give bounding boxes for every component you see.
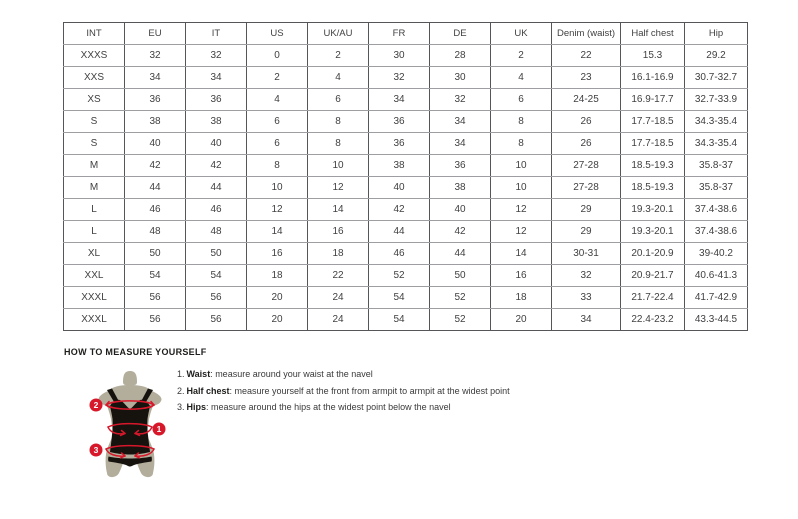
table-cell: 30 xyxy=(369,45,430,67)
table-row xyxy=(64,287,748,309)
table-cell: 42 xyxy=(430,221,491,243)
table-cell: 0 xyxy=(247,45,308,67)
table-cell: 22.4-23.2 xyxy=(621,309,685,331)
table-cell: 56 xyxy=(125,309,186,331)
table-cell: 34.3-35.4 xyxy=(685,111,748,133)
table-cell: 30 xyxy=(430,67,491,89)
table-cell: 46 xyxy=(186,199,247,221)
measure-step-half-chest xyxy=(177,387,510,397)
table-cell: 34 xyxy=(430,133,491,155)
table-cell: 36 xyxy=(430,155,491,177)
marker-3-number: 3 xyxy=(93,445,99,455)
table-cell: 20 xyxy=(247,287,308,309)
table-cell: 35.8-37 xyxy=(685,177,748,199)
table-row xyxy=(64,199,748,221)
table-cell: 16 xyxy=(308,221,369,243)
table-cell: 19.3-20.1 xyxy=(621,221,685,243)
table-cell: 2 xyxy=(308,45,369,67)
table-cell: 37.4-38.6 xyxy=(685,199,748,221)
table-cell: 8 xyxy=(491,133,552,155)
table-cell: 32 xyxy=(125,45,186,67)
table-cell: 10 xyxy=(491,177,552,199)
table-cell: M xyxy=(64,177,125,199)
table-cell: 44 xyxy=(125,177,186,199)
measure-section-heading: HOW TO MEASURE YOURSELF xyxy=(64,347,207,357)
step-text: : measure around your waist at the navel xyxy=(210,369,373,379)
table-cell: 56 xyxy=(186,287,247,309)
measure-step-waist xyxy=(177,370,510,380)
table-cell: 54 xyxy=(125,265,186,287)
table-cell: 37.4-38.6 xyxy=(685,221,748,243)
column-header: Hip xyxy=(685,23,748,45)
table-cell: 10 xyxy=(308,155,369,177)
table-cell: 40.6-41.3 xyxy=(685,265,748,287)
table-cell: 15.3 xyxy=(621,45,685,67)
measure-instructions xyxy=(177,370,510,420)
table-cell: XS xyxy=(64,89,125,111)
table-cell: 36 xyxy=(186,89,247,111)
table-cell: XXXL xyxy=(64,287,125,309)
table-cell: 40 xyxy=(430,199,491,221)
table-cell: 29 xyxy=(552,199,621,221)
table-cell: 52 xyxy=(430,287,491,309)
table-cell: 46 xyxy=(125,199,186,221)
table-cell: 52 xyxy=(430,309,491,331)
table-cell: 8 xyxy=(308,133,369,155)
table-cell: 2 xyxy=(491,45,552,67)
table-cell: 39-40.2 xyxy=(685,243,748,265)
table-cell: 34.3-35.4 xyxy=(685,133,748,155)
table-cell: 6 xyxy=(247,133,308,155)
table-cell: 20 xyxy=(491,309,552,331)
marker-2-number: 2 xyxy=(93,400,99,410)
table-cell: 28 xyxy=(430,45,491,67)
table-cell: 6 xyxy=(247,111,308,133)
step-label: Half chest xyxy=(186,385,230,396)
table-cell: 54 xyxy=(369,309,430,331)
table-cell: 32 xyxy=(186,45,247,67)
table-cell: 42 xyxy=(186,155,247,177)
table-cell: 38 xyxy=(369,155,430,177)
table-cell: 34 xyxy=(125,67,186,89)
step-text: : measure yourself at the front from armpit to armpit at the widest point xyxy=(229,385,510,396)
table-cell: 33 xyxy=(552,287,621,309)
column-header: UK xyxy=(491,23,552,45)
table-cell: 42 xyxy=(369,199,430,221)
table-cell: 4 xyxy=(247,89,308,111)
table-cell: 16.1-16.9 xyxy=(621,67,685,89)
table-cell: 4 xyxy=(308,67,369,89)
table-cell: 8 xyxy=(247,155,308,177)
table-cell: 16 xyxy=(247,243,308,265)
column-header: INT xyxy=(64,23,125,45)
table-row xyxy=(64,155,748,177)
table-cell: 2 xyxy=(247,67,308,89)
table-cell: 8 xyxy=(491,111,552,133)
table-row xyxy=(64,243,748,265)
table-cell: 29 xyxy=(552,221,621,243)
table-cell: S xyxy=(64,133,125,155)
table-cell: 30-31 xyxy=(552,243,621,265)
table-cell: 52 xyxy=(369,265,430,287)
table-cell: 32 xyxy=(369,67,430,89)
table-cell: 44 xyxy=(430,243,491,265)
step-text: : measure around the hips at the widest point below the navel xyxy=(206,402,451,412)
marker-1-number: 1 xyxy=(156,424,162,434)
column-header: UK/AU xyxy=(308,23,369,45)
table-cell: 16.9-17.7 xyxy=(621,89,685,111)
table-cell: 22 xyxy=(552,45,621,67)
table-cell: 17.7-18.5 xyxy=(621,133,685,155)
table-cell: 38 xyxy=(125,111,186,133)
table-cell: XXS xyxy=(64,67,125,89)
table-cell: 56 xyxy=(125,287,186,309)
table-cell: 38 xyxy=(186,111,247,133)
column-header: IT xyxy=(186,23,247,45)
table-cell: 50 xyxy=(186,243,247,265)
table-cell: XXXS xyxy=(64,45,125,67)
table-cell: 16 xyxy=(491,265,552,287)
table-cell: XXXL xyxy=(64,309,125,331)
table-cell: 12 xyxy=(247,199,308,221)
table-cell: 18.5-19.3 xyxy=(621,155,685,177)
column-header: US xyxy=(247,23,308,45)
table-row xyxy=(64,111,748,133)
table-cell: 18 xyxy=(247,265,308,287)
table-cell: 34 xyxy=(552,309,621,331)
table-cell: 34 xyxy=(369,89,430,111)
table-cell: 29.2 xyxy=(685,45,748,67)
table-cell: 27-28 xyxy=(552,155,621,177)
table-cell: 23 xyxy=(552,67,621,89)
table-cell: 18.5-19.3 xyxy=(621,177,685,199)
table-cell: 30.7-32.7 xyxy=(685,67,748,89)
table-row xyxy=(64,67,748,89)
table-cell: 46 xyxy=(369,243,430,265)
table-row xyxy=(64,45,748,67)
table-cell: 48 xyxy=(186,221,247,243)
table-cell: 20 xyxy=(247,309,308,331)
table-cell: 6 xyxy=(491,89,552,111)
measure-step-hips xyxy=(177,403,510,413)
table-cell: 26 xyxy=(552,133,621,155)
table-cell: 54 xyxy=(369,287,430,309)
table-cell: 36 xyxy=(369,111,430,133)
table-cell: 40 xyxy=(369,177,430,199)
table-row xyxy=(64,265,748,287)
table-cell: 19.3-20.1 xyxy=(621,199,685,221)
table-cell: 12 xyxy=(491,199,552,221)
table-cell: XL xyxy=(64,243,125,265)
table-cell: 18 xyxy=(491,287,552,309)
table-cell: 56 xyxy=(186,309,247,331)
table-cell: 24 xyxy=(308,287,369,309)
column-header: Denim (waist) xyxy=(552,23,621,45)
table-cell: 14 xyxy=(491,243,552,265)
table-cell: 32 xyxy=(552,265,621,287)
step-number: 3. xyxy=(177,402,185,412)
table-cell: 14 xyxy=(308,199,369,221)
table-cell: 34 xyxy=(186,67,247,89)
table-cell: 22 xyxy=(308,265,369,287)
step-number: 2. xyxy=(177,385,185,396)
table-cell: 8 xyxy=(308,111,369,133)
step-number: 1. xyxy=(177,369,185,379)
table-row xyxy=(64,89,748,111)
table-cell: 4 xyxy=(491,67,552,89)
table-cell: 40 xyxy=(125,133,186,155)
table-cell: 12 xyxy=(491,221,552,243)
table-cell: 10 xyxy=(247,177,308,199)
table-cell: 38 xyxy=(430,177,491,199)
table-cell: 24-25 xyxy=(552,89,621,111)
table-cell: 35.8-37 xyxy=(685,155,748,177)
table-cell: 20.9-21.7 xyxy=(621,265,685,287)
table-cell: M xyxy=(64,155,125,177)
table-cell: 42 xyxy=(125,155,186,177)
table-cell: 6 xyxy=(308,89,369,111)
table-cell: 43.3-44.5 xyxy=(694,314,738,325)
table-cell: 50 xyxy=(430,265,491,287)
column-header: FR xyxy=(369,23,430,45)
table-cell: XXL xyxy=(64,265,125,287)
table-cell: 41.7-42.9 xyxy=(685,287,748,309)
table-row xyxy=(64,177,748,199)
step-label: Waist xyxy=(186,369,211,379)
table-cell: 27-28 xyxy=(552,177,621,199)
table-row xyxy=(64,221,748,243)
table-row xyxy=(64,309,748,331)
table-cell: 54 xyxy=(186,265,247,287)
table-cell: 32 xyxy=(430,89,491,111)
table-cell: 36 xyxy=(125,89,186,111)
table-row xyxy=(64,133,748,155)
table-cell: 14 xyxy=(247,221,308,243)
table-cell: 18 xyxy=(308,243,369,265)
table-cell: 34 xyxy=(430,111,491,133)
table-cell: L xyxy=(64,199,125,221)
table-cell: 44 xyxy=(186,177,247,199)
table-cell: 12 xyxy=(308,177,369,199)
mannequin-neck xyxy=(123,371,137,386)
table-cell: 50 xyxy=(125,243,186,265)
column-header: DE xyxy=(430,23,491,45)
table-cell: 17.7-18.5 xyxy=(621,111,685,133)
column-header: Half chest xyxy=(621,23,685,45)
step-label: Hips xyxy=(186,402,207,412)
table-cell: 36 xyxy=(369,133,430,155)
table-cell: S xyxy=(64,111,125,133)
table-cell: 48 xyxy=(125,221,186,243)
table-cell: 21.7-22.4 xyxy=(621,287,685,309)
table-cell: L xyxy=(64,221,125,243)
table-cell: 40 xyxy=(186,133,247,155)
table-cell: 20.1-20.9 xyxy=(621,243,685,265)
table-cell: 32.7-33.9 xyxy=(685,89,748,111)
table-cell: 26 xyxy=(552,111,621,133)
table-cell: 44 xyxy=(369,221,430,243)
size-chart-table xyxy=(63,22,748,331)
table-cell: 10 xyxy=(491,155,552,177)
table-header-row xyxy=(64,23,748,45)
column-header: EU xyxy=(125,23,186,45)
table-cell: 24 xyxy=(308,309,369,331)
